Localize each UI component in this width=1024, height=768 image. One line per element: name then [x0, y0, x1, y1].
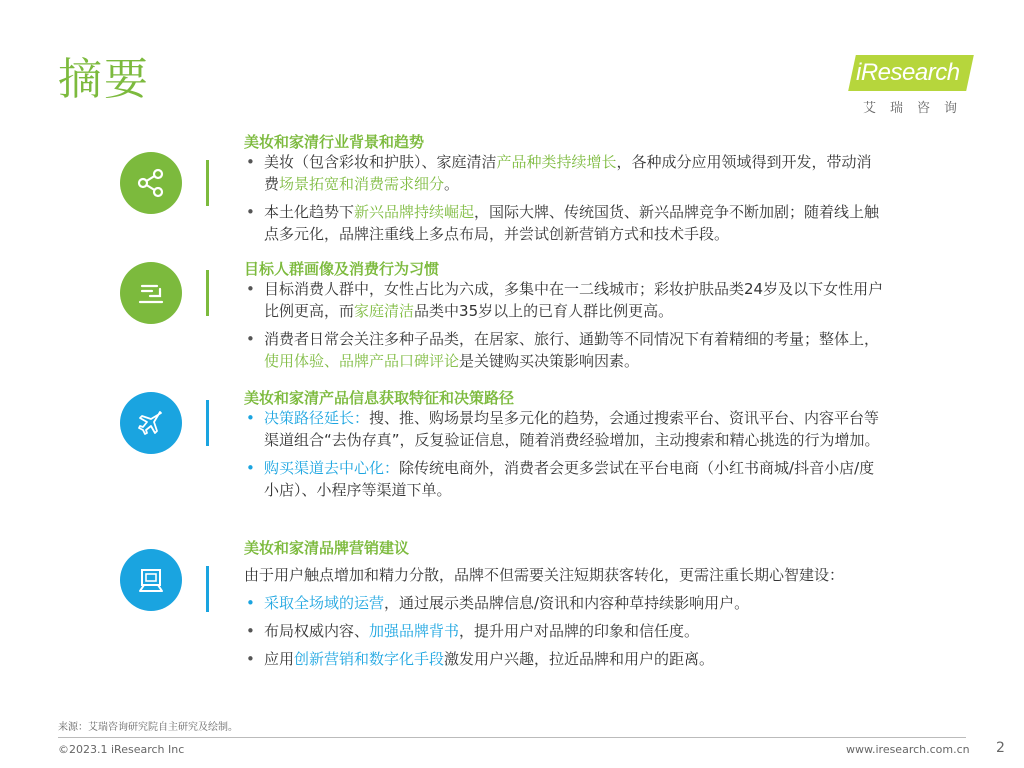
- share-icon: [120, 152, 182, 214]
- website-link[interactable]: www.iresearch.com.cn: [846, 743, 970, 756]
- section-intro: 由于用户触点增加和精力分散，品牌不但需要关注短期获客转化，更需注重长期心智建设：: [244, 566, 845, 584]
- list-item: • 应用创新营销和数字化手段激发用户兴趣，拉近品牌和用户的距离。: [244, 648, 884, 670]
- section-heading: 美妆和家清产品信息获取特征和决策路径: [244, 389, 515, 407]
- list-item: • 本土化趋势下新兴品牌持续崛起，国际大牌、传统国货、新兴品牌竞争不断加剧；随着线上触点多元化，品牌注重线上多点布局，并尝试创新营销方式和技术手段。: [244, 201, 884, 245]
- logo-subtitle: 艾瑞咨询: [862, 101, 971, 116]
- section-heading: 美妆和家清品牌营销建议: [244, 539, 410, 557]
- list-item: • 布局权威内容、加强品牌背书，提升用户对品牌的印象和信任度。: [244, 620, 884, 642]
- page-number: 2: [996, 740, 1005, 756]
- section-heading: 目标人群画像及消费行为习惯: [244, 260, 440, 278]
- list-item: • 消费者日常会关注多种子品类，在居家、旅行、通勤等不同情况下有着精细的考量；整体上，使用体验、品牌产品口碑评论是关键购买决策影响因素。: [244, 328, 884, 372]
- logo-brand: iResearch: [856, 59, 960, 86]
- section-heading: 美妆和家清行业背景和趋势: [244, 133, 425, 151]
- page-title: 摘要: [58, 54, 150, 105]
- section-divider: [206, 400, 209, 446]
- airplane-icon: [120, 392, 182, 454]
- section-divider: [206, 566, 209, 612]
- list-item: • 购买渠道去中心化：除传统电商外，消费者会更多尝试在平台电商（小红书商城/抖音小店/度小店）、小程序等渠道下单。: [244, 457, 884, 501]
- list-item: • 采取全场域的运营，通过展示类品牌信息/资讯和内容种草持续影响用户。: [244, 592, 884, 614]
- presentation-icon: [120, 262, 182, 324]
- section-divider: [206, 270, 209, 316]
- source-note: 来源：艾瑞咨询研究院自主研究及绘制。: [58, 722, 238, 733]
- list-item: • 目标消费人群中，女性占比为六成，多集中在一二线城市；彩妆护肤品类24岁及以下女性用户比例更高，而家庭清洁品类中35岁以上的已育人群比例更高。: [244, 278, 884, 322]
- iresearch-logo: [848, 55, 972, 115]
- section-divider: [206, 160, 209, 206]
- copyright: ©2023.1 iResearch Inc: [58, 743, 185, 756]
- list-item: • 美妆（包含彩妆和护肤）、家庭清洁产品种类持续增长，各种成分应用领域得到开发，带动消费场景拓宽和消费需求细分。: [244, 151, 884, 195]
- billboard-icon: [120, 549, 182, 611]
- list-item: • 决策路径延长：搜、推、购场景均呈多元化的趋势，会通过搜索平台、资讯平台、内容平台等渠道组合“去伪存真”，反复验证信息，随着消费经验增加，主动搜索和精心挑选的行为增加。: [244, 407, 884, 451]
- footer-divider: [58, 737, 966, 738]
